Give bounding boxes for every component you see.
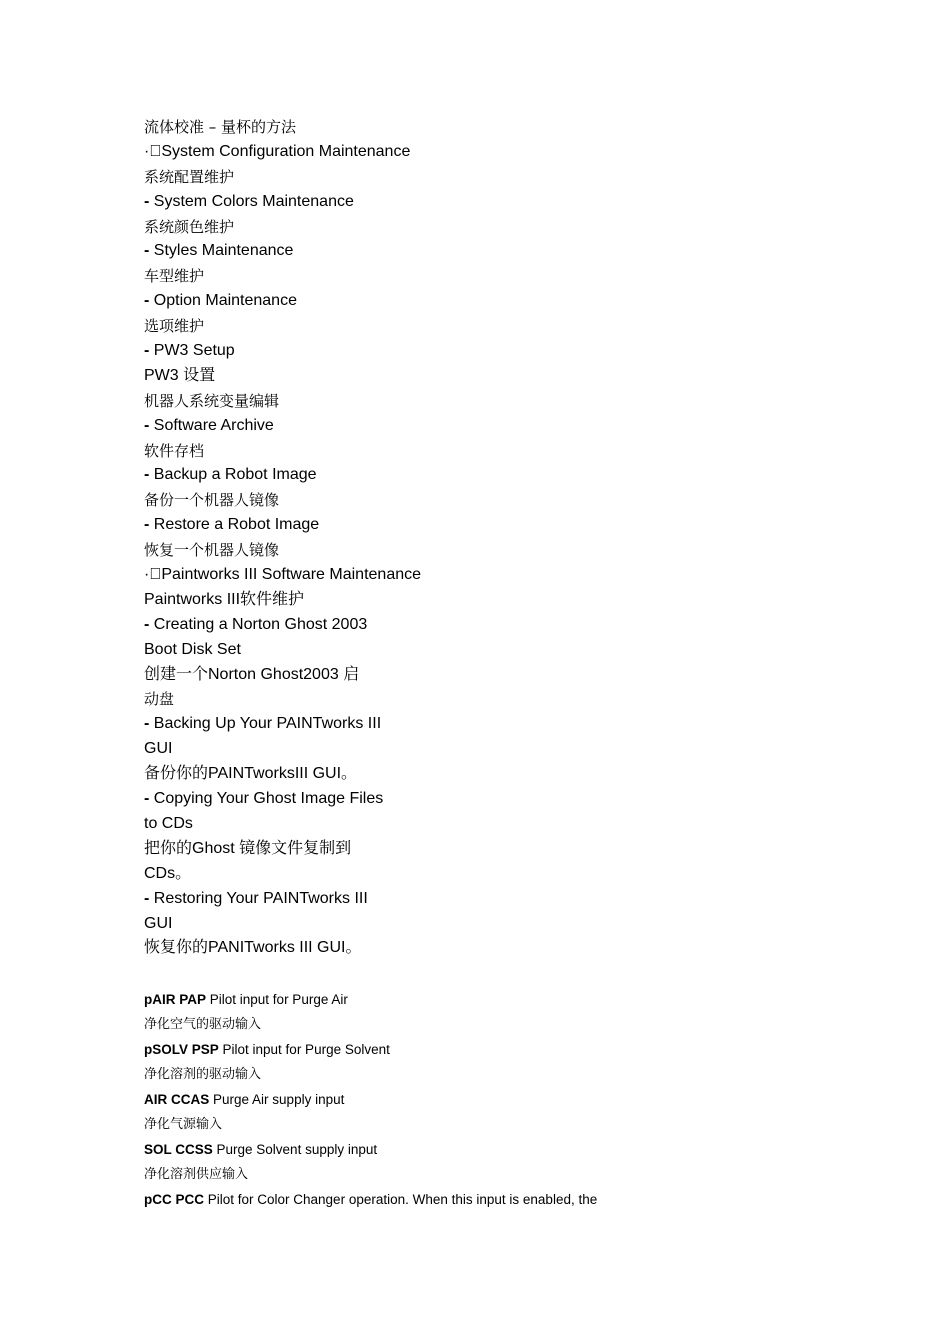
outline-line: 创建一个Norton Ghost2003 启 (144, 665, 360, 683)
signal-code: AIR CCAS (144, 1092, 210, 1108)
outline-line: 恢复一个机器人镜像 (144, 541, 280, 560)
signal-translation: 净化溶剂的驱动输入 (144, 1067, 262, 1083)
bullet-dash: - (144, 715, 150, 733)
outline-item-text: Option Maintenance (149, 292, 297, 310)
maintenance-outline (144, 115, 864, 961)
outline-line (144, 463, 864, 488)
outline-line: PW3 设置 (144, 366, 216, 384)
outline-line (144, 190, 864, 215)
outline-line (144, 613, 864, 638)
document-page (144, 115, 864, 1212)
outline-item-text: System Colors Maintenance (149, 192, 354, 210)
bullet-dash: - (144, 516, 150, 534)
signal-definition (144, 1187, 864, 1212)
bullet-dash: - (144, 292, 150, 310)
signal-description: Purge Solvent supply input (212, 1142, 378, 1158)
outline-line (144, 787, 864, 812)
signal-list (144, 987, 864, 1212)
signal-code: pAIR PAP (144, 992, 207, 1008)
outline-line: Paintworks III软件维护 (144, 590, 305, 608)
signal-description: Pilot input for Purge Solvent (218, 1042, 390, 1058)
signal-translation: 净化气源输入 (144, 1117, 223, 1133)
outline-line (144, 289, 864, 314)
bullet-dash: - (144, 790, 150, 808)
outline-line: to CDs (144, 814, 193, 832)
outline-line: 备份一个机器人镜像 (144, 491, 280, 510)
outline-line (144, 414, 864, 439)
signal-code: SOL CCSS (144, 1142, 213, 1158)
outline-item-text: Backup a Robot Image (149, 466, 317, 484)
outline-item-text: Creating a Norton Ghost 2003 (149, 615, 368, 633)
outline-line (144, 339, 864, 364)
bullet-dash: - (144, 416, 150, 434)
outline-item-text: Styles Maintenance (149, 242, 294, 260)
bullet-dash: - (144, 342, 150, 360)
signal-definition (144, 1137, 864, 1162)
outline-item-text: Backing Up Your PAINTworks III (149, 715, 382, 733)
signal-description: Purge Air supply input (209, 1092, 345, 1108)
outline-item-text: Software Archive (149, 416, 274, 434)
outline-item-text: PW3 Setup (149, 342, 235, 360)
bullet-dash: - (144, 192, 150, 210)
outline-item-text: Copying Your Ghost Image Files (149, 790, 384, 808)
outline-line: GUI (144, 740, 173, 758)
outline-line: 恢复你的PANITworks III GUI。 (144, 939, 362, 957)
signal-description: Pilot for Color Changer operation. When this input is enabled, the (204, 1192, 598, 1208)
signal-code: pSOLV PSP (144, 1042, 219, 1058)
outline-line (144, 239, 864, 264)
outline-line: 车型维护 (144, 267, 205, 286)
outline-line: 机器人系统变量编辑 (144, 391, 280, 410)
outline-line: 备份你的PAINTworksIII GUI。 (144, 765, 358, 783)
bullet-dash: - (144, 615, 150, 633)
outline-line: 系统颜色维护 (144, 217, 235, 236)
outline-line: 流体校准 – 量杯的方法 (144, 118, 297, 136)
outline-line: · System Configuration Maintenance (144, 142, 411, 160)
outline-line: 把你的Ghost 镜像文件复制到 (144, 839, 352, 857)
outline-line: GUI (144, 914, 173, 932)
outline-line (144, 513, 864, 538)
signal-description: Pilot input for Purge Air (206, 992, 348, 1008)
outline-line: 动盘 (144, 690, 175, 709)
outline-line: 选项维护 (144, 317, 205, 336)
bullet-dash: - (144, 889, 150, 907)
outline-line (144, 712, 864, 737)
bullet-dash: - (144, 242, 150, 260)
outline-line: 系统配置维护 (144, 167, 235, 186)
section-gap (144, 961, 864, 987)
signal-definition (144, 1087, 864, 1112)
outline-item-text: Restoring Your PAINTworks III (149, 889, 368, 907)
outline-line: Boot Disk Set (144, 640, 241, 658)
outline-line: 软件存档 (144, 441, 205, 460)
outline-item-text: Restore a Robot Image (149, 516, 320, 534)
bullet-dash: - (144, 466, 150, 484)
outline-line: CDs。 (144, 864, 192, 882)
signal-translation: 净化空气的驱动输入 (144, 1017, 262, 1033)
outline-line: · Paintworks III Software Maintenance (144, 566, 422, 584)
signal-code: pCC PCC (144, 1192, 204, 1208)
signal-definition (144, 1037, 864, 1062)
signal-definition (144, 987, 864, 1012)
signal-translation: 净化溶剂供应输入 (144, 1167, 249, 1183)
outline-line (144, 887, 864, 912)
